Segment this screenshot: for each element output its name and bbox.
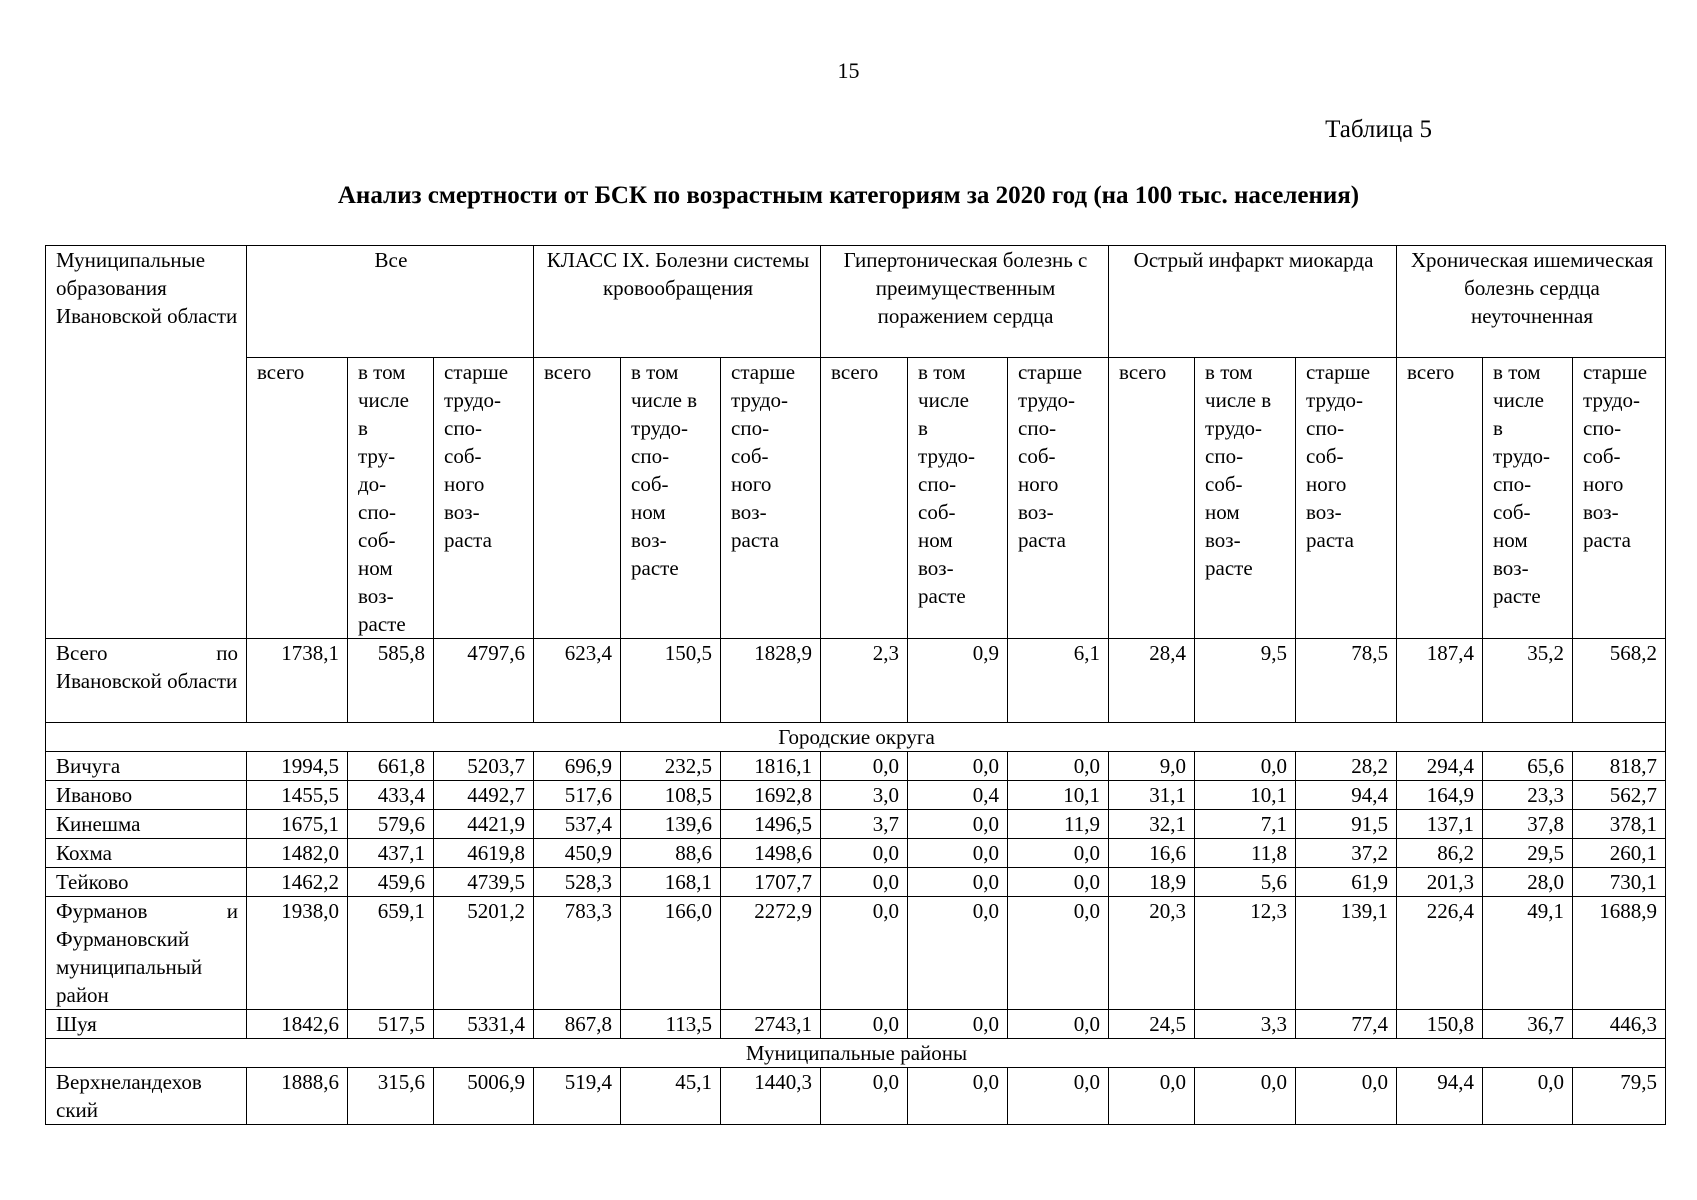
cell-value: 11,8 [1195, 839, 1296, 868]
cell-value: 1828,9 [721, 639, 821, 723]
cell-value: 260,1 [1573, 839, 1666, 868]
cell-value: 5331,4 [434, 1010, 534, 1039]
cell-value: 2743,1 [721, 1010, 821, 1039]
cell-value: 166,0 [621, 897, 721, 1010]
cell-value: 0,0 [821, 752, 908, 781]
subheader-total: всего [534, 358, 621, 639]
cell-value: 150,5 [621, 639, 721, 723]
cell-value: 459,6 [348, 868, 434, 897]
cell-value: 5203,7 [434, 752, 534, 781]
cell-value: 28,2 [1296, 752, 1397, 781]
cell-value: 77,4 [1296, 1010, 1397, 1039]
table-label: Таблица 5 [1325, 116, 1432, 143]
cell-value: 45,1 [621, 1068, 721, 1125]
cell-value: 0,0 [908, 1068, 1008, 1125]
cell-value: 783,3 [534, 897, 621, 1010]
cell-value: 226,4 [1397, 897, 1483, 1010]
cell-value: 232,5 [621, 752, 721, 781]
subheader-total: всего [247, 358, 348, 639]
cell-value: 5,6 [1195, 868, 1296, 897]
cell-value: 378,1 [1573, 810, 1666, 839]
cell-value: 16,6 [1109, 839, 1195, 868]
row-name: Вичуга [46, 752, 247, 781]
cell-value: 31,1 [1109, 781, 1195, 810]
cell-value: 4797,6 [434, 639, 534, 723]
cell-value: 696,9 [534, 752, 621, 781]
cell-value: 0,0 [908, 897, 1008, 1010]
cell-value: 18,9 [1109, 868, 1195, 897]
row-name: Фурманов и Фурмановский муниципальный район [46, 897, 247, 1010]
cell-value: 78,5 [1296, 639, 1397, 723]
cell-value: 537,4 [534, 810, 621, 839]
row-name: Верхнеландехов ский [46, 1068, 247, 1125]
cell-value: 0,0 [908, 752, 1008, 781]
cell-value: 0,0 [1109, 1068, 1195, 1125]
cell-value: 79,5 [1573, 1068, 1666, 1125]
cell-value: 1938,0 [247, 897, 348, 1010]
mortality-table [45, 245, 1666, 1125]
group-header-chronic-ihd: Хроническая ишемическая болезнь сердца неуточненная [1397, 246, 1666, 358]
cell-value: 139,1 [1296, 897, 1397, 1010]
group-header-hypertensive: Гипертоническая болезнь с преимущественным поражением сердца [821, 246, 1109, 358]
cell-value: 36,7 [1483, 1010, 1573, 1039]
cell-value: 867,8 [534, 1010, 621, 1039]
cell-value: 35,2 [1483, 639, 1573, 723]
cell-value: 4619,8 [434, 839, 534, 868]
cell-value: 579,6 [348, 810, 434, 839]
cell-value: 9,5 [1195, 639, 1296, 723]
cell-value: 0,0 [821, 897, 908, 1010]
cell-value: 528,3 [534, 868, 621, 897]
cell-value: 137,1 [1397, 810, 1483, 839]
cell-value: 517,6 [534, 781, 621, 810]
table-row [46, 868, 1666, 897]
cell-value: 1675,1 [247, 810, 348, 839]
cell-value: 433,4 [348, 781, 434, 810]
cell-value: 517,5 [348, 1010, 434, 1039]
row-name: Иваново [46, 781, 247, 810]
cell-value: 29,5 [1483, 839, 1573, 868]
cell-value: 0,0 [1296, 1068, 1397, 1125]
table-row [46, 1068, 1666, 1125]
urban-rows [46, 752, 1666, 1039]
cell-value: 0,0 [908, 839, 1008, 868]
cell-value: 9,0 [1109, 752, 1195, 781]
cell-value: 37,2 [1296, 839, 1397, 868]
cell-value: 4421,9 [434, 810, 534, 839]
table-row [46, 781, 1666, 810]
row-name: Тейково [46, 868, 247, 897]
cell-value: 88,6 [621, 839, 721, 868]
cell-value: 0,0 [821, 839, 908, 868]
table-row [46, 810, 1666, 839]
cell-value: 0,0 [1195, 1068, 1296, 1125]
column-header-municipality: Муниципальные образования Ивановской области [46, 246, 247, 639]
subheader-working-age: в том числе в трудо- спо- соб- ном воз- расте [908, 358, 1008, 639]
cell-value: 3,7 [821, 810, 908, 839]
subheader-working-age: в том числе в тру- до- спо- соб- ном воз- расте [348, 358, 434, 639]
cell-value: 294,4 [1397, 752, 1483, 781]
cell-value: 446,3 [1573, 1010, 1666, 1039]
document-title-text: Анализ смертности от БСК по возрастным категориям за 2020 год (на 100 тыс. населения) [337, 182, 1360, 209]
group-header-mi: Острый инфаркт миокарда [1109, 246, 1397, 358]
cell-value: 91,5 [1296, 810, 1397, 839]
cell-value: 23,3 [1483, 781, 1573, 810]
cell-value: 1888,6 [247, 1068, 348, 1125]
cell-value: 1482,0 [247, 839, 348, 868]
subheader-working-age: в том числе в трудо- спо- соб- ном воз- расте [1483, 358, 1573, 639]
row-name: Кохма [46, 839, 247, 868]
section-header-urban: Городские округа [46, 723, 1666, 752]
table-row [46, 1010, 1666, 1039]
cell-value: 623,4 [534, 639, 621, 723]
subheader-older-age: старше трудо- спо- соб- ного воз- раста [1008, 358, 1109, 639]
subheader-older-age: старше трудо- спо- соб- ного воз- раста [434, 358, 534, 639]
cell-value: 0,0 [821, 1010, 908, 1039]
cell-value: 20,3 [1109, 897, 1195, 1010]
cell-value: 450,9 [534, 839, 621, 868]
cell-value: 3,0 [821, 781, 908, 810]
cell-value: 0,9 [908, 639, 1008, 723]
cell-value: 3,3 [1195, 1010, 1296, 1039]
group-header-all: Все [247, 246, 534, 358]
subheader-total: всего [821, 358, 908, 639]
cell-value: 1816,1 [721, 752, 821, 781]
cell-value: 0,0 [821, 868, 908, 897]
table-row-total [46, 639, 1666, 723]
cell-value: 139,6 [621, 810, 721, 839]
cell-value: 661,8 [348, 752, 434, 781]
cell-value: 1462,2 [247, 868, 348, 897]
cell-value: 5006,9 [434, 1068, 534, 1125]
cell-value: 37,8 [1483, 810, 1573, 839]
cell-value: 0,0 [908, 810, 1008, 839]
cell-value: 187,4 [1397, 639, 1483, 723]
cell-value: 2,3 [821, 639, 908, 723]
cell-value: 0,0 [1195, 752, 1296, 781]
cell-value: 1707,7 [721, 868, 821, 897]
cell-value: 1692,8 [721, 781, 821, 810]
cell-value: 562,7 [1573, 781, 1666, 810]
cell-value: 0,0 [1008, 1068, 1109, 1125]
subheader-older-age: старше трудо- спо- соб- ного воз- раста [721, 358, 821, 639]
section-header-districts: Муниципальные районы [46, 1039, 1666, 1068]
cell-value: 0,0 [1008, 839, 1109, 868]
subheader-total: всего [1397, 358, 1483, 639]
cell-value: 12,3 [1195, 897, 1296, 1010]
cell-value: 201,3 [1397, 868, 1483, 897]
district-rows [46, 1068, 1666, 1125]
cell-value: 585,8 [348, 639, 434, 723]
cell-value: 61,9 [1296, 868, 1397, 897]
cell-value: 0,0 [1008, 1010, 1109, 1039]
cell-value: 0,0 [821, 1068, 908, 1125]
cell-value: 437,1 [348, 839, 434, 868]
cell-value: 519,4 [534, 1068, 621, 1125]
cell-value: 150,8 [1397, 1010, 1483, 1039]
cell-value: 10,1 [1195, 781, 1296, 810]
cell-value: 0,0 [908, 868, 1008, 897]
page-number: 15 [837, 58, 860, 83]
cell-value: 818,7 [1573, 752, 1666, 781]
document-title [0, 182, 1697, 210]
cell-value: 28,0 [1483, 868, 1573, 897]
cell-value: 0,0 [1008, 897, 1109, 1010]
cell-value: 65,6 [1483, 752, 1573, 781]
cell-value: 4492,7 [434, 781, 534, 810]
cell-value: 32,1 [1109, 810, 1195, 839]
cell-value: 0,4 [908, 781, 1008, 810]
cell-value: 1496,5 [721, 810, 821, 839]
cell-value: 0,0 [1483, 1068, 1573, 1125]
cell-value: 164,9 [1397, 781, 1483, 810]
cell-value: 49,1 [1483, 897, 1573, 1010]
subheader-working-age: в том числе в трудо- спо- соб- ном воз- расте [621, 358, 721, 639]
cell-value: 568,2 [1573, 639, 1666, 723]
row-name: Шуя [46, 1010, 247, 1039]
table-row [46, 752, 1666, 781]
cell-value: 94,4 [1397, 1068, 1483, 1125]
row-name: Кинешма [46, 810, 247, 839]
subheader-older-age: старше трудо- спо- соб- ного воз- раста [1296, 358, 1397, 639]
subheader-older-age: старше трудо- спо- соб- ного воз- раста [1573, 358, 1666, 639]
cell-value: 1455,5 [247, 781, 348, 810]
cell-value: 168,1 [621, 868, 721, 897]
table-row [46, 839, 1666, 868]
cell-value: 24,5 [1109, 1010, 1195, 1039]
cell-value: 0,0 [908, 1010, 1008, 1039]
cell-value: 1498,6 [721, 839, 821, 868]
cell-value: 0,0 [1008, 752, 1109, 781]
cell-value: 1994,5 [247, 752, 348, 781]
cell-value: 108,5 [621, 781, 721, 810]
cell-value: 7,1 [1195, 810, 1296, 839]
cell-value: 94,4 [1296, 781, 1397, 810]
cell-value: 1738,1 [247, 639, 348, 723]
cell-value: 5201,2 [434, 897, 534, 1010]
cell-value: 11,9 [1008, 810, 1109, 839]
cell-value: 4739,5 [434, 868, 534, 897]
cell-value: 113,5 [621, 1010, 721, 1039]
cell-value: 315,6 [348, 1068, 434, 1125]
cell-value: 86,2 [1397, 839, 1483, 868]
row-name: Всего по Ивановской области [46, 639, 247, 723]
cell-value: 1688,9 [1573, 897, 1666, 1010]
cell-value: 730,1 [1573, 868, 1666, 897]
cell-value: 1440,3 [721, 1068, 821, 1125]
subheader-working-age: в том числе в трудо- спо- соб- ном воз- расте [1195, 358, 1296, 639]
cell-value: 28,4 [1109, 639, 1195, 723]
subheader-total: всего [1109, 358, 1195, 639]
cell-value: 10,1 [1008, 781, 1109, 810]
table-row [46, 897, 1666, 1010]
cell-value: 6,1 [1008, 639, 1109, 723]
cell-value: 659,1 [348, 897, 434, 1010]
cell-value: 2272,9 [721, 897, 821, 1010]
cell-value: 1842,6 [247, 1010, 348, 1039]
group-header-class-ix: КЛАСС IX. Болезни системы кровообращения [534, 246, 821, 358]
cell-value: 0,0 [1008, 868, 1109, 897]
